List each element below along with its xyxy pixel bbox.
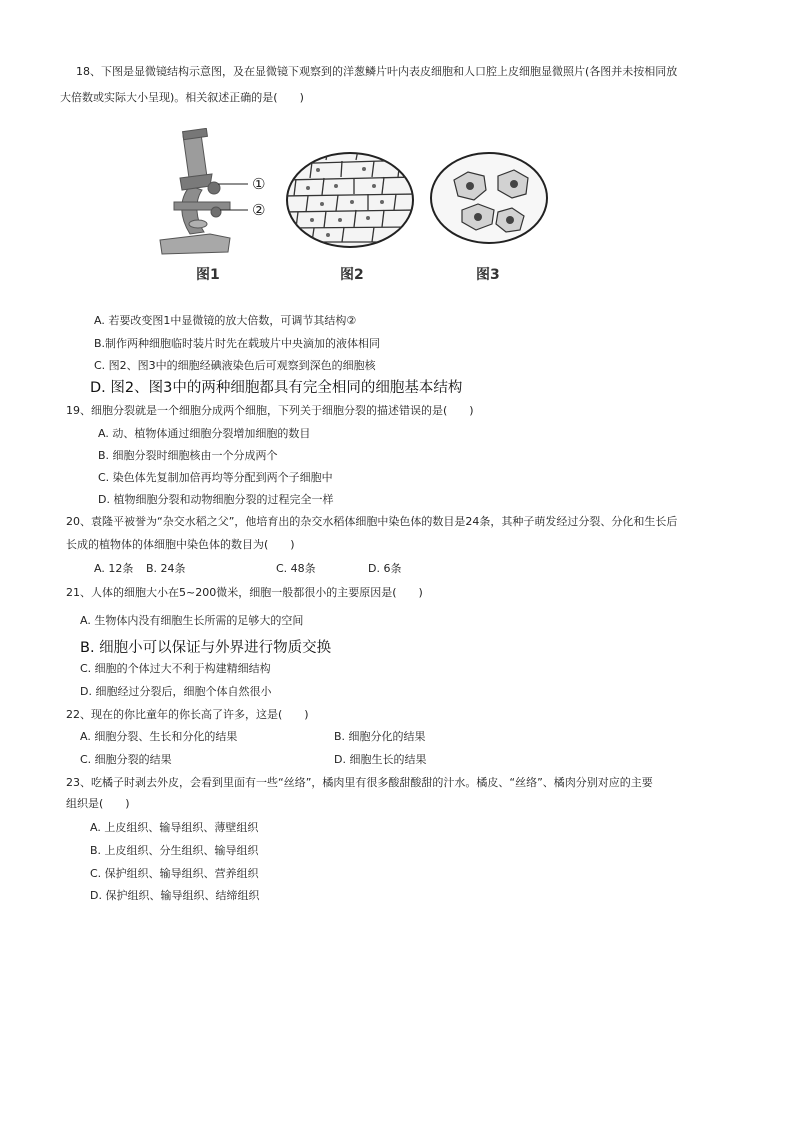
q20-option-b[interactable]: B. 24条 (146, 562, 186, 575)
q18-option-c[interactable]: C. 图2、图3中的细胞经碘液染色后可观察到深色的细胞核 (94, 359, 376, 372)
q20-option-d[interactable]: D. 6条 (368, 562, 402, 575)
q21-stem: 21、人体的细胞大小在5~200微米，细胞一般都很小的主要原因是( ) (66, 586, 423, 599)
microscope-figure (150, 128, 280, 258)
q18-stem-line1: 18、下图是显微镜结构示意图，及在显微镜下观察到的洋葱鳞片叶内表皮细胞和人口腔上皮细胞显微照片(各图并未按相同放 (76, 65, 678, 78)
q20-stem-line1: 20、袁隆平被誉为“杂交水稻之父”，他培育出的杂交水稻体细胞中染色体的数目是24条，其种子萌发经过分裂、分化和生长后 (66, 515, 678, 528)
cheek-cells-figure (428, 150, 550, 246)
q22-option-a[interactable]: A. 细胞分裂、生长和分化的结果 (80, 730, 238, 743)
q19-option-a[interactable]: A. 动、植物体通过细胞分裂增加细胞的数目 (98, 427, 311, 440)
q21-option-c[interactable]: C. 细胞的个体过大不利于构建精细结构 (80, 662, 271, 675)
q22-option-d[interactable]: D. 细胞生长的结果 (334, 753, 427, 766)
q18-option-b[interactable]: B.制作两种细胞临时装片时先在载玻片中央滴加的液体相同 (94, 337, 381, 350)
q23-option-d[interactable]: D. 保护组织、输导组织、结缔组织 (90, 889, 260, 902)
q21-option-d[interactable]: D. 细胞经过分裂后，细胞个体自然很小 (80, 685, 272, 698)
marker-1: ① (252, 175, 266, 193)
q19-stem: 19、细胞分裂就是一个细胞分成两个细胞，下列关于细胞分裂的描述错误的是( ) (66, 404, 474, 417)
q18-option-d[interactable]: D. 图2、图3中的两种细胞都具有完全相同的细胞基本结构 (90, 380, 463, 396)
fig3-label: 图3 (476, 267, 500, 283)
q18-option-a[interactable]: A. 若要改变图1中显微镜的放大倍数，可调节其结构② (94, 314, 357, 327)
q19-option-b[interactable]: B. 细胞分裂时细胞核由一个分成两个 (98, 449, 278, 462)
marker-2: ② (252, 201, 266, 219)
q23-stem-line2: 组织是( ) (66, 797, 130, 810)
onion-cells-figure (284, 150, 416, 250)
q22-option-b[interactable]: B. 细胞分化的结果 (334, 730, 426, 743)
q23-option-c[interactable]: C. 保护组织、输导组织、营养组织 (90, 867, 259, 880)
fig2-label: 图2 (340, 267, 364, 283)
q23-option-a[interactable]: A. 上皮组织、输导组织、薄壁组织 (90, 821, 259, 834)
q22-option-c[interactable]: C. 细胞分裂的结果 (80, 753, 172, 766)
q21-option-a[interactable]: A. 生物体内没有细胞生长所需的足够大的空间 (80, 614, 304, 627)
q23-option-b[interactable]: B. 上皮组织、分生组织、输导组织 (90, 844, 259, 857)
q19-option-c[interactable]: C. 染色体先复制加倍再均等分配到两个子细胞中 (98, 471, 333, 484)
q20-stem-line2: 长成的植物体的体细胞中染色体的数目为( ) (66, 538, 295, 551)
q23-stem-line1: 23、吃橘子时剥去外皮，会看到里面有一些“丝络”，橘肉里有很多酸甜酸甜的汁水。橘皮、“丝络”、橘肉分别对应的主要 (66, 776, 653, 789)
fig1-label: 图1 (196, 267, 220, 283)
q19-option-d[interactable]: D. 植物细胞分裂和动物细胞分裂的过程完全一样 (98, 493, 334, 506)
q20-option-a[interactable]: A. 12条 (94, 562, 134, 575)
q20-option-c[interactable]: C. 48条 (276, 562, 316, 575)
q22-stem: 22、现在的你比童年的你长高了许多，这是( ) (66, 708, 309, 721)
q21-option-b[interactable]: B. 细胞小可以保证与外界进行物质交换 (80, 640, 332, 656)
q18-stem-line2: 大倍数或实际大小呈现)。相关叙述正确的是( ) (60, 91, 304, 104)
